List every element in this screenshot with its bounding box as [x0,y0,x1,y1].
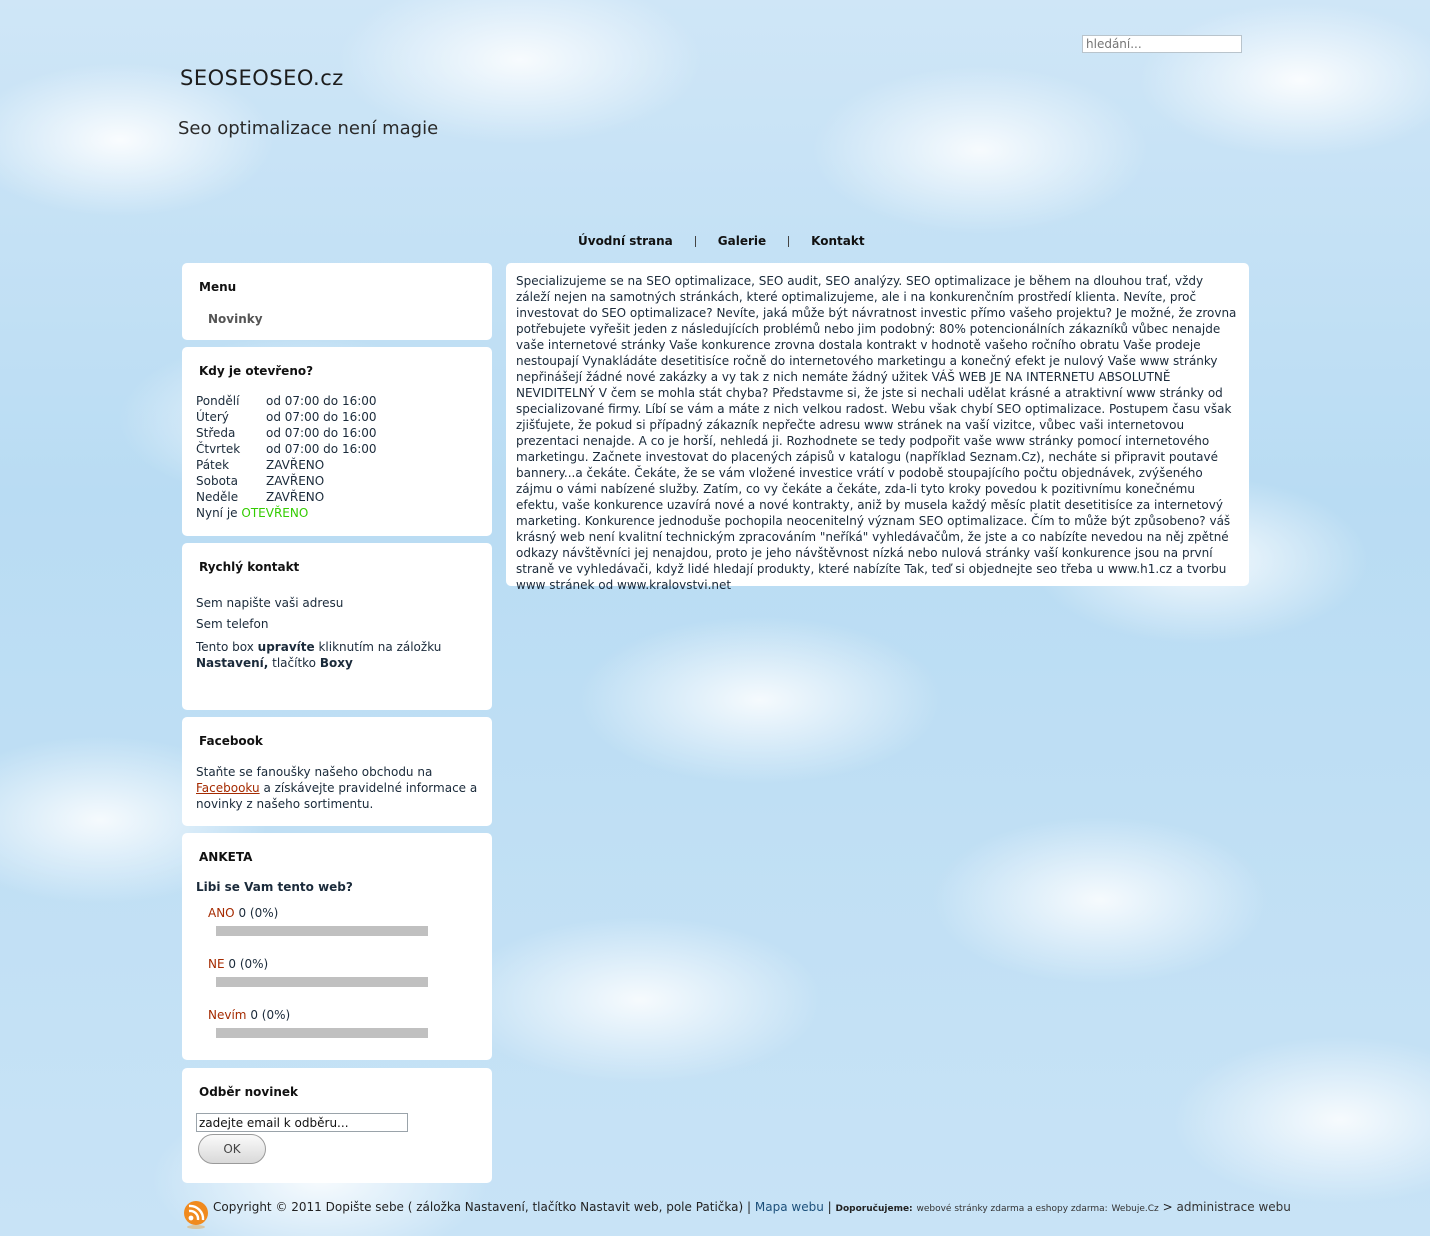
menu-item-novinky[interactable]: Novinky [208,312,263,326]
footer [183,1198,1291,1230]
footer-recommend-label: Doporučujeme: [835,1204,913,1214]
poll-option [208,1008,478,1038]
open-now-line [196,506,478,520]
menu-box [182,263,492,340]
footer-copyright: Copyright © 2011 Dopište sebe ( záložka Nastavení, tlačítko Nastavit web, pole Patička) [213,1200,744,1214]
facebook-link[interactable]: Facebooku [196,781,260,795]
quick-contact-box [182,543,492,710]
poll-option-label[interactable]: NE [208,957,225,971]
footer-webuje-link[interactable]: Webuje.Cz [1111,1204,1159,1214]
nav-item-kontakt[interactable]: Kontakt [811,234,865,248]
contact-address: Sem napište vaši adresu [196,596,344,610]
search-input[interactable] [1082,35,1242,53]
main-nav [566,233,877,249]
hours-time: ZAVŘENO [266,490,325,504]
hours-row [196,490,377,506]
hours-time: od 07:00 do 16:00 [266,442,377,456]
hours-day: Sobota [196,474,238,488]
poll-box [182,833,492,1060]
main-article-text: Specializujeme se na SEO optimalizace, SEO audit, SEO analýzy. SEO optimalizace je během na dlouhou trať, vždy záleží nejen na samotných stránkách, které optimalizujeme, ale i na konkurenčním prostředí klienta. Nevíte, proč investovat do SEO optimalizace? Nevíte, jaká může být návratnost investic přímo vašeho projektu? Je možné, že zrovna potřebujete vyřešit jeden z následujících problémů nebo jim podobný: 80% potencionálních zákazníků vůbec nenajde vaše internetové stránky Vaše konkurence zrovna dostala kontrakt v hodnotě vašeho ročního obratu Vaše prodeje nestoupají Vynakládáte desetitisíce ročně do internetového marketingu a konečný efekt je nulový Vaše www stránky nepřinášejí žádné nové zakázky a vy tak z nich nemáte žádný užitek VÁŠ WEB JE NA INTERNETU ABSOLUTNĚ NEVIDITELNÝ V čem se mohla stát chyba? Představme si, že jste si nechali udělat krásné a atraktivní www stránky od specializované firmy. Líbí se vám a máte z nich velkou radost. Webu však chybí SEO optimalizace. Postupem času však zjišťujete, že pokud si případný zákazník nepřečte adresu www stránek na vaší vizitce, vůbec vaši internetovou prezentaci nenajde. A co je horší, nehledá ji. Rozhodnete se tedy podpořit vaše www stránky pomocí internetového marketingu. Začnete investovat do placených zápisů v katalogu (například Seznam.Cz), necháte si připravit poutavé bannery...a čekáte. Čekáte, že se vám vložené investice vrátí v podobě stoupajícího počtu objednávek, zvýšeného zájmu o vámi nabízené služby. Zatím, co vy čekáte a čekáte, zda-li tyto kroky povedou k pozitivnímu konečnému efektu, vaše konkurence uzavírá nové a nové kontrakty, aniž by musela každý měsíc platit desetitisíce za internetový marketing. Konkurence jednoduše pochopila neocenitelný význam SEO optimalizace. Čím to může být způsobeno? váš krásný web není kvalitní technickým zpracováním "neříká" vyhledávačům, že jste a co nabízíte nevedou na něj zpětné odkazy návštěvníci jej nenajdou, proto je jeho návštěvnost nízká nebo nulová stránky vaší konkurence jsou na první straně ve vyhledávači, když lidé hledají produkty, které nabízíte Tak, teď si objednejte seo třeba u www.h1.cz a tvorbu www stránek od www.kralovstvi.net [516,274,1237,592]
hours-time: od 07:00 do 16:00 [266,394,377,408]
footer-recommend-link[interactable]: webové stránky zdarma a eshopy zdarma: [916,1204,1108,1214]
hours-day: Úterý [196,410,229,424]
footer-text-line [213,1200,1291,1214]
facebook-text-1: Staňte se fanoušky našeho obchodu na [196,765,433,779]
open-now-label: Nyní je [196,506,238,520]
poll-option [208,906,478,936]
footer-gt: > [1162,1200,1173,1214]
contact-note-text: Tento box [196,640,254,654]
hours-time: od 07:00 do 16:00 [266,426,377,440]
nav-divider [695,236,696,247]
facebook-box [182,717,492,826]
hours-row [196,474,377,490]
site-title[interactable]: SEOSEOSEO.cz [180,66,344,90]
poll-result-bar [216,926,428,936]
poll-option-result: 0 (0%) [228,957,269,971]
hours-day: Neděle [196,490,239,504]
footer-admin-link[interactable]: administrace webu [1176,1200,1291,1214]
nav-item-uvodni-strana[interactable]: Úvodní strana [578,234,673,248]
hours-day: Čtvrtek [196,442,241,456]
hours-time: ZAVŘENO [266,474,325,488]
footer-separator: | [747,1200,752,1214]
hours-row [196,442,377,458]
hours-day: Středa [196,426,236,440]
contact-note-bold: Boxy [319,656,353,670]
poll-result-bar [216,1028,428,1038]
opening-hours-table [196,394,377,506]
contact-note-bold: Nastavení, [196,656,269,670]
hours-time: od 07:00 do 16:00 [266,410,377,424]
facebook-text-2: a získávejte pravidelné informace a novinky z našeho sortimentu. [196,781,478,811]
hours-row [196,410,377,426]
open-now-status: OTEVŘENO [241,506,309,520]
contact-phone: Sem telefon [196,617,269,631]
poll-option [208,957,478,987]
nav-item-galerie[interactable]: Galerie [717,234,767,248]
main-content [506,263,1249,592]
opening-hours-box [182,347,492,536]
facebook-title: Facebook [199,734,263,748]
hours-row [196,426,377,442]
hours-time: ZAVŘENO [266,458,325,472]
poll-option-result: 0 (0%) [250,1008,291,1022]
hours-day: Pondělí [196,394,240,408]
newsletter-box [182,1068,492,1183]
poll-option-label[interactable]: Nevím [208,1008,247,1022]
menu-box-title: Menu [199,280,237,294]
newsletter-title: Odběr novinek [199,1085,298,1099]
contact-note-text: tlačítko [272,656,317,670]
poll-title: ANKETA [199,850,253,864]
newsletter-email-input[interactable] [196,1113,408,1132]
newsletter-ok-button[interactable]: OK [198,1134,266,1164]
poll-result-bar [216,977,428,987]
footer-separator: | [827,1200,832,1214]
nav-divider [788,236,789,247]
opening-hours-title: Kdy je otevřeno? [199,364,314,378]
contact-note [196,639,478,671]
contact-note-text: kliknutím na záložku [318,640,442,654]
poll-option-result: 0 (0%) [238,906,279,920]
site-slogan: Seo optimalizace není magie [178,118,439,139]
quick-contact-title: Rychlý kontakt [199,560,300,574]
footer-sitemap-link[interactable]: Mapa webu [754,1200,824,1214]
poll-option-label[interactable]: ANO [208,906,235,920]
poll-question: Libi se Vam tento web? [196,880,353,894]
hours-row [196,394,377,410]
hours-day: Pátek [196,458,230,472]
rss-icon[interactable] [183,1200,209,1230]
contact-note-bold: upravíte [257,640,315,654]
hours-row [196,458,377,474]
facebook-text [196,764,478,812]
